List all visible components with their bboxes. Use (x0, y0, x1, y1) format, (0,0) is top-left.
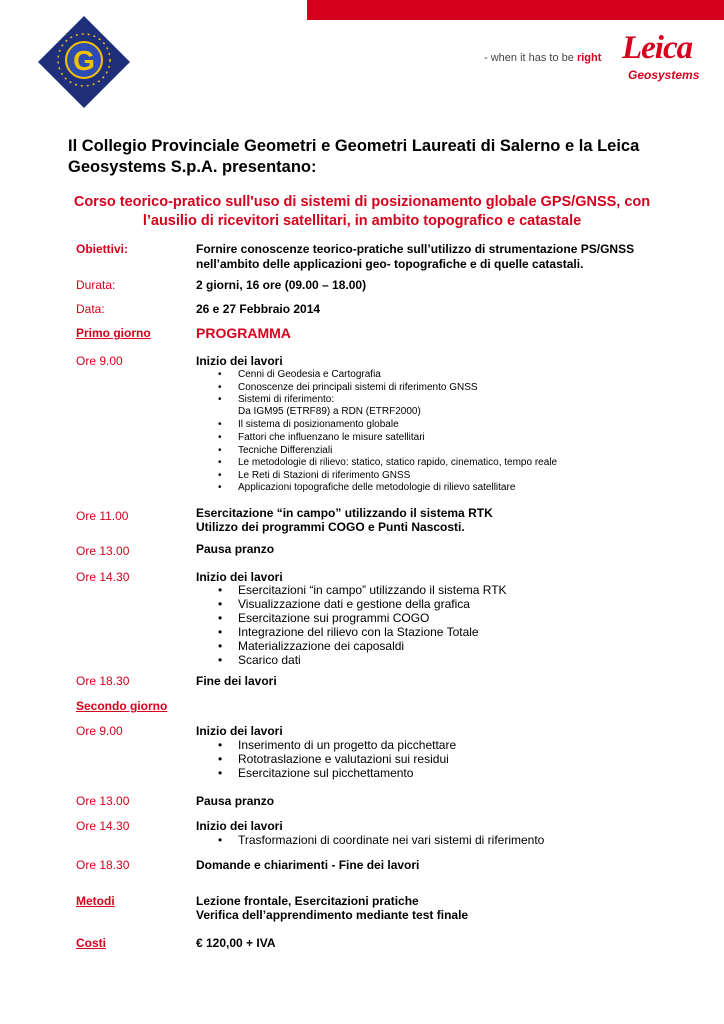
d2-s4-title: Domande e chiarimenti - Fine dei lavori (196, 858, 420, 872)
slogan (484, 52, 601, 64)
costi-label: Costi (76, 936, 106, 950)
list-item: • Applicazioni topografiche delle metodologie di rilievo satellitare (218, 482, 516, 493)
d1-s1-title: Inizio dei lavori (196, 354, 283, 368)
d2-s2-title: Pausa pranzo (196, 794, 275, 808)
seal-letter: G (73, 45, 95, 76)
collegio-geometri-seal-logo (36, 14, 132, 110)
secondo-giorno-label: Secondo giorno (76, 699, 168, 713)
d1-s2-line-1: Esercitazione “in campo” utilizzando il sistema RTK (196, 506, 493, 520)
list-item: • Trasformazioni di coordinate nei vari sistemi di riferimento (218, 833, 545, 847)
metodi-line-2: Verifica dell’apprendimento mediante test finale (196, 908, 469, 922)
data-value: 26 e 27 Febbraio 2014 (196, 302, 321, 316)
list-item: • Sistemi di riferimento: (218, 394, 335, 405)
d1-s5-time: Ore 18.30 (76, 674, 130, 688)
list-item: • Tecniche Differenziali (218, 445, 333, 456)
list-item: • Rototraslazione e valutazioni sui residui (218, 752, 449, 766)
d1-s1-time: Ore 9.00 (76, 354, 123, 368)
primo-giorno-label: Primo giorno (76, 326, 151, 340)
slogan-prefix: - when it has to be (484, 52, 574, 64)
list-item: • Le Reti di Stazioni di riferimento GNSS (218, 470, 411, 481)
list-item: Da IGM95 (ETRF89) a RDN (ETRF2000) (238, 406, 421, 417)
header-red-bar (307, 0, 724, 20)
list-item: • Conoscenze dei principali sistemi di riferimento GNSS (218, 382, 478, 393)
d1-s2-time: Ore 11.00 (76, 509, 129, 523)
list-item: • Esercitazione sui programmi COGO (218, 611, 430, 625)
d1-s2-line-2: Utilizzo dei programmi COGO e Punti Nascosti. (196, 520, 465, 534)
d1-s4-time: Ore 14.30 (76, 570, 130, 584)
costi-value: € 120,00 + IVA (196, 936, 276, 950)
d2-s1-title: Inizio dei lavori (196, 724, 283, 738)
list-item: • Fattori che influenzano le misure satellitari (218, 432, 425, 443)
slogan-highlight: right (576, 52, 602, 64)
obiettivi-line-2: nell’ambito delle applicazioni geo- topografiche e di quelle catastali. (196, 257, 584, 271)
d2-s2-time: Ore 13.00 (76, 794, 130, 808)
d2-s4-time: Ore 18.30 (76, 858, 130, 872)
list-item: • Esercitazioni “in campo” utilizzando il sistema RTK (218, 583, 507, 597)
list-item: • Inserimento di un progetto da picchettare (218, 738, 457, 752)
metodi-line-1: Lezione frontale, Esercitazioni pratiche (196, 894, 419, 908)
d2-s3-time: Ore 14.30 (76, 819, 130, 833)
list-item: • Visualizzazione dati e gestione della grafica (218, 597, 470, 611)
course-subtitle: Corso teorico-pratico sull'uso di sistemi di posizionamento globale GPS/GNSS, con l’ausilio di ricevitori satellitari, in ambito topografico e catastale (73, 194, 651, 229)
list-item: • Il sistema di posizionamento globale (218, 419, 399, 430)
durata-label: Durata: (76, 278, 116, 292)
data-label: Data: (76, 302, 105, 316)
list-item: • Le metodologie di rilievo: statico, statico rapido, cinematico, tempo reale (218, 457, 558, 468)
leica-logo: Leica (622, 30, 693, 66)
list-item: • Esercitazione sul picchettamento (218, 766, 414, 780)
obiettivi-label: Obiettivi: (76, 242, 129, 256)
d2-s3-title: Inizio dei lavori (196, 819, 283, 833)
d1-s3-title: Pausa pranzo (196, 542, 275, 556)
leica-geosystems-label: Geosystems (628, 68, 700, 82)
obiettivi-line-1: Fornire conoscenze teorico-pratiche sull’utilizzo di strumentazione PS/GNSS (196, 242, 635, 256)
list-item: • Cenni di Geodesia e Cartografia (218, 369, 381, 380)
durata-value: 2 giorni, 16 ore (09.00 – 18.00) (196, 278, 367, 292)
page-title: Il Collegio Provinciale Geometri e Geometri Laureati di Salerno e la Leica Geosystems S.p.A. presentano: (68, 137, 640, 176)
metodi-label: Metodi (76, 894, 115, 908)
d2-s1-time: Ore 9.00 (76, 724, 123, 738)
d1-s3-time: Ore 13.00 (76, 544, 130, 558)
programma-heading: PROGRAMMA (196, 325, 291, 341)
list-item: • Integrazione del rilievo con la Stazione Totale (218, 625, 479, 639)
d1-s5-title: Fine dei lavori (196, 674, 277, 688)
d1-s4-title: Inizio dei lavori (196, 570, 283, 584)
list-item: • Scarico dati (218, 653, 301, 667)
list-item: • Materializzazione dei caposaldi (218, 639, 405, 653)
